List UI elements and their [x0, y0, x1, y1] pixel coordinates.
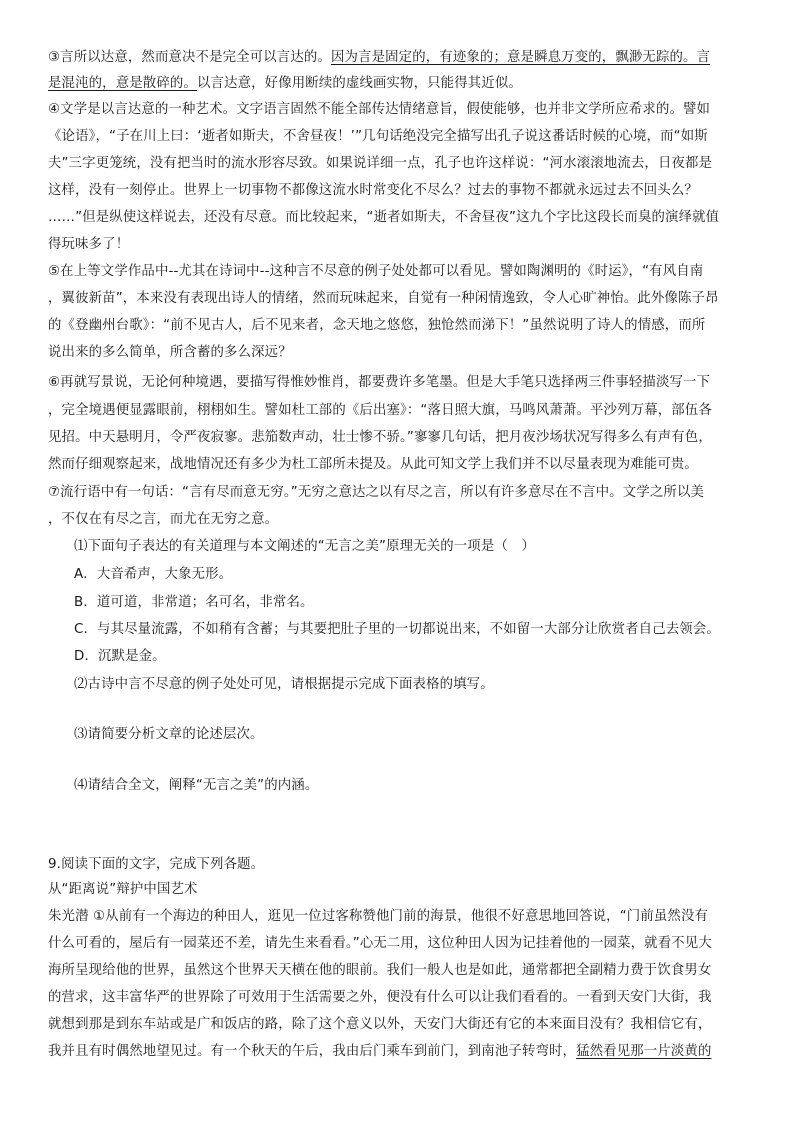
article-line-5: 就想到那是到东车站或是广和饭店的路，除了这个意义以外，天安门大街还有它的本来面目没有？我相信它有，	[48, 1017, 712, 1032]
paragraph-5-line-1: ⑤在上等文学作品中--尤其在诗词中--这种言不尽意的例子处处都可以看见。譬如陶渊明的《时运》，“有风自南	[48, 264, 704, 279]
question-2: ⑵古诗中言不尽意的例子处处可见，请根据提示完成下面表格的填写。	[74, 677, 494, 692]
article-line-4: 的营求，这丰富华严的世界除了可效用于生活需要之外，便没有什么可以让我们看看的。一看到天安门大街，我	[48, 990, 712, 1005]
paragraph-5-line-4: 说出来的多么简单，所含蓄的多么深远？	[48, 345, 292, 360]
text-run: 我并且有时偶然地望见过。有一个秋天的午后，我由后门乘车到前门，到南池子转弯时，	[48, 1044, 577, 1059]
paragraph-3-line-1	[48, 45, 748, 71]
paragraph-6-line-1: ⑥再就写景说，无论何种境遇，要描写得惟妙惟肖，都要费许多笔墨。但是大手笔只选择两三件事轻描淡写一下	[48, 375, 711, 390]
text-run: 以言达意，好像用断续的虚线画实物，只能得其近似。	[196, 76, 522, 91]
question-1-option-b: B．道可道，非常道；名可名，非常名。	[74, 595, 314, 610]
article-line-3: 海所呈现给他的世界，虽然这个世界天天横在他的眼前。我们一般人也是如此，通常都把全副精力费于饮食男女	[48, 963, 712, 978]
paragraph-5-line-2: ，翼彼新苗”，本来没有表现出诗人的情绪，然而玩味起来，自觉有一种闲情逸致，令人心旷神怡。此外像陈子昂	[48, 291, 719, 306]
question-4: ⑷请结合全文，阐释“无言之美”的内涵。	[74, 778, 319, 793]
paragraph-4-line-3: 夫”三字更笼统，没有把当时的流水形容尽致。如果说详细一点，孔子也许这样说：“河水滚滚地流去，日夜都是	[48, 156, 713, 171]
article-line-6	[48, 1039, 748, 1065]
question-1: ⑴下面句子表达的有关道理与本文阐述的“无言之美”原理无关的一项是（ ）	[74, 539, 536, 554]
paragraph-6-line-4: 然而仔细观察起来，战地情况还有多少为杜工部所未提及。从此可知文学上我们并不以尽量表现为难能可贵。	[48, 457, 698, 472]
paragraph-7-line-2: ，不仅在有尽之言，而尤在无穷之意。	[48, 512, 279, 527]
question-3: ⑶请简要分析文章的论述层次。	[74, 727, 264, 742]
underlined-text: 猛然看见那一片淡黄的	[576, 1044, 712, 1059]
paragraph-4-line-5: ……”但是纵使这样说去，还没有尽意。而比较起来，“逝者如斯夫，不舍昼夜”这九个字比这段长而臭的演绎就值	[48, 210, 720, 225]
paragraph-4-line-2: 《论语》，“子在川上曰：‘逝者如斯夫，不舍昼夜！’”几句话绝没完全描写出孔子说这番话时候的心境，而“如斯	[48, 129, 708, 144]
paragraph-6-line-3: 见招。中天悬明月，令严夜寂寥。悲笳数声动，壮士惨不骄。”寥寥几句话，把月夜沙场状况写得多么有声有色，	[48, 430, 712, 445]
paragraph-6-line-2: ，完全境遇便显露眼前，栩栩如生。譬如杜工部的《后出塞》：“落日照大旗，马鸣风萧萧。平沙列万幕，部伍各	[48, 403, 712, 418]
question-1-option-c: C．与其尽量流露，不如稍有含蓄；与其要把肚子里的一切都说出来，不如留一大部分让欣赏者自己去领会。	[74, 622, 720, 637]
paragraph-4-line-4: 这样，没有一刻停止。世界上一切事物不都像这流水时常变化不尽么？过去的事物不都就永远过去不回头么？	[48, 183, 698, 198]
section-9-heading: 9.阅读下面的文字，完成下列各题。	[48, 857, 265, 872]
underlined-text: 因为言是固定的，有迹象的；意是瞬息万变的，飘渺无踪的。言	[330, 50, 711, 65]
paragraph-4-line-6: 得玩味多了！	[48, 237, 130, 252]
question-1-option-a: A．大音希声，大象无形。	[74, 567, 233, 582]
paragraph-3-line-2	[48, 71, 748, 97]
underlined-text: 是混沌的，意是散碎的。	[48, 76, 197, 91]
question-1-option-d: D．沉默是金。	[74, 649, 166, 664]
text-run: ③言所以达意，然而意决不是完全可以言达的。	[48, 50, 331, 65]
article-title: 从“距离说”辩护中国艺术	[48, 882, 198, 897]
article-line-2: 什么可看的，屋后有一园菜还不差，请先生来看看。”心无二用，这位种田人因为记挂着他的一园菜，就看不见大	[48, 936, 712, 951]
article-line-1: 朱光潜 ①从前有一个海边的种田人，逛见一位过客称赞他门前的海景，他很不好意思地回答说，“门前虽然没有	[48, 909, 709, 924]
paragraph-5-line-3: 的《登幽州台歌》：“前不见古人，后不见来者，念天地之悠悠，独怆然而涕下！”虽然说明了诗人的情感，而所	[48, 318, 706, 333]
paragraph-4-line-1: ④文学是以言达意的一种艺术。文字语言固然不能全部传达情绪意旨，假使能够，也并非文学所应希求的。譬如	[48, 102, 711, 117]
paragraph-7-line-1: ⑦流行语中有一句话：“言有尽而意无穷。”无穷之意达之以有尽之言，所以有许多意尽在不言中。文学之所以美	[48, 485, 705, 500]
